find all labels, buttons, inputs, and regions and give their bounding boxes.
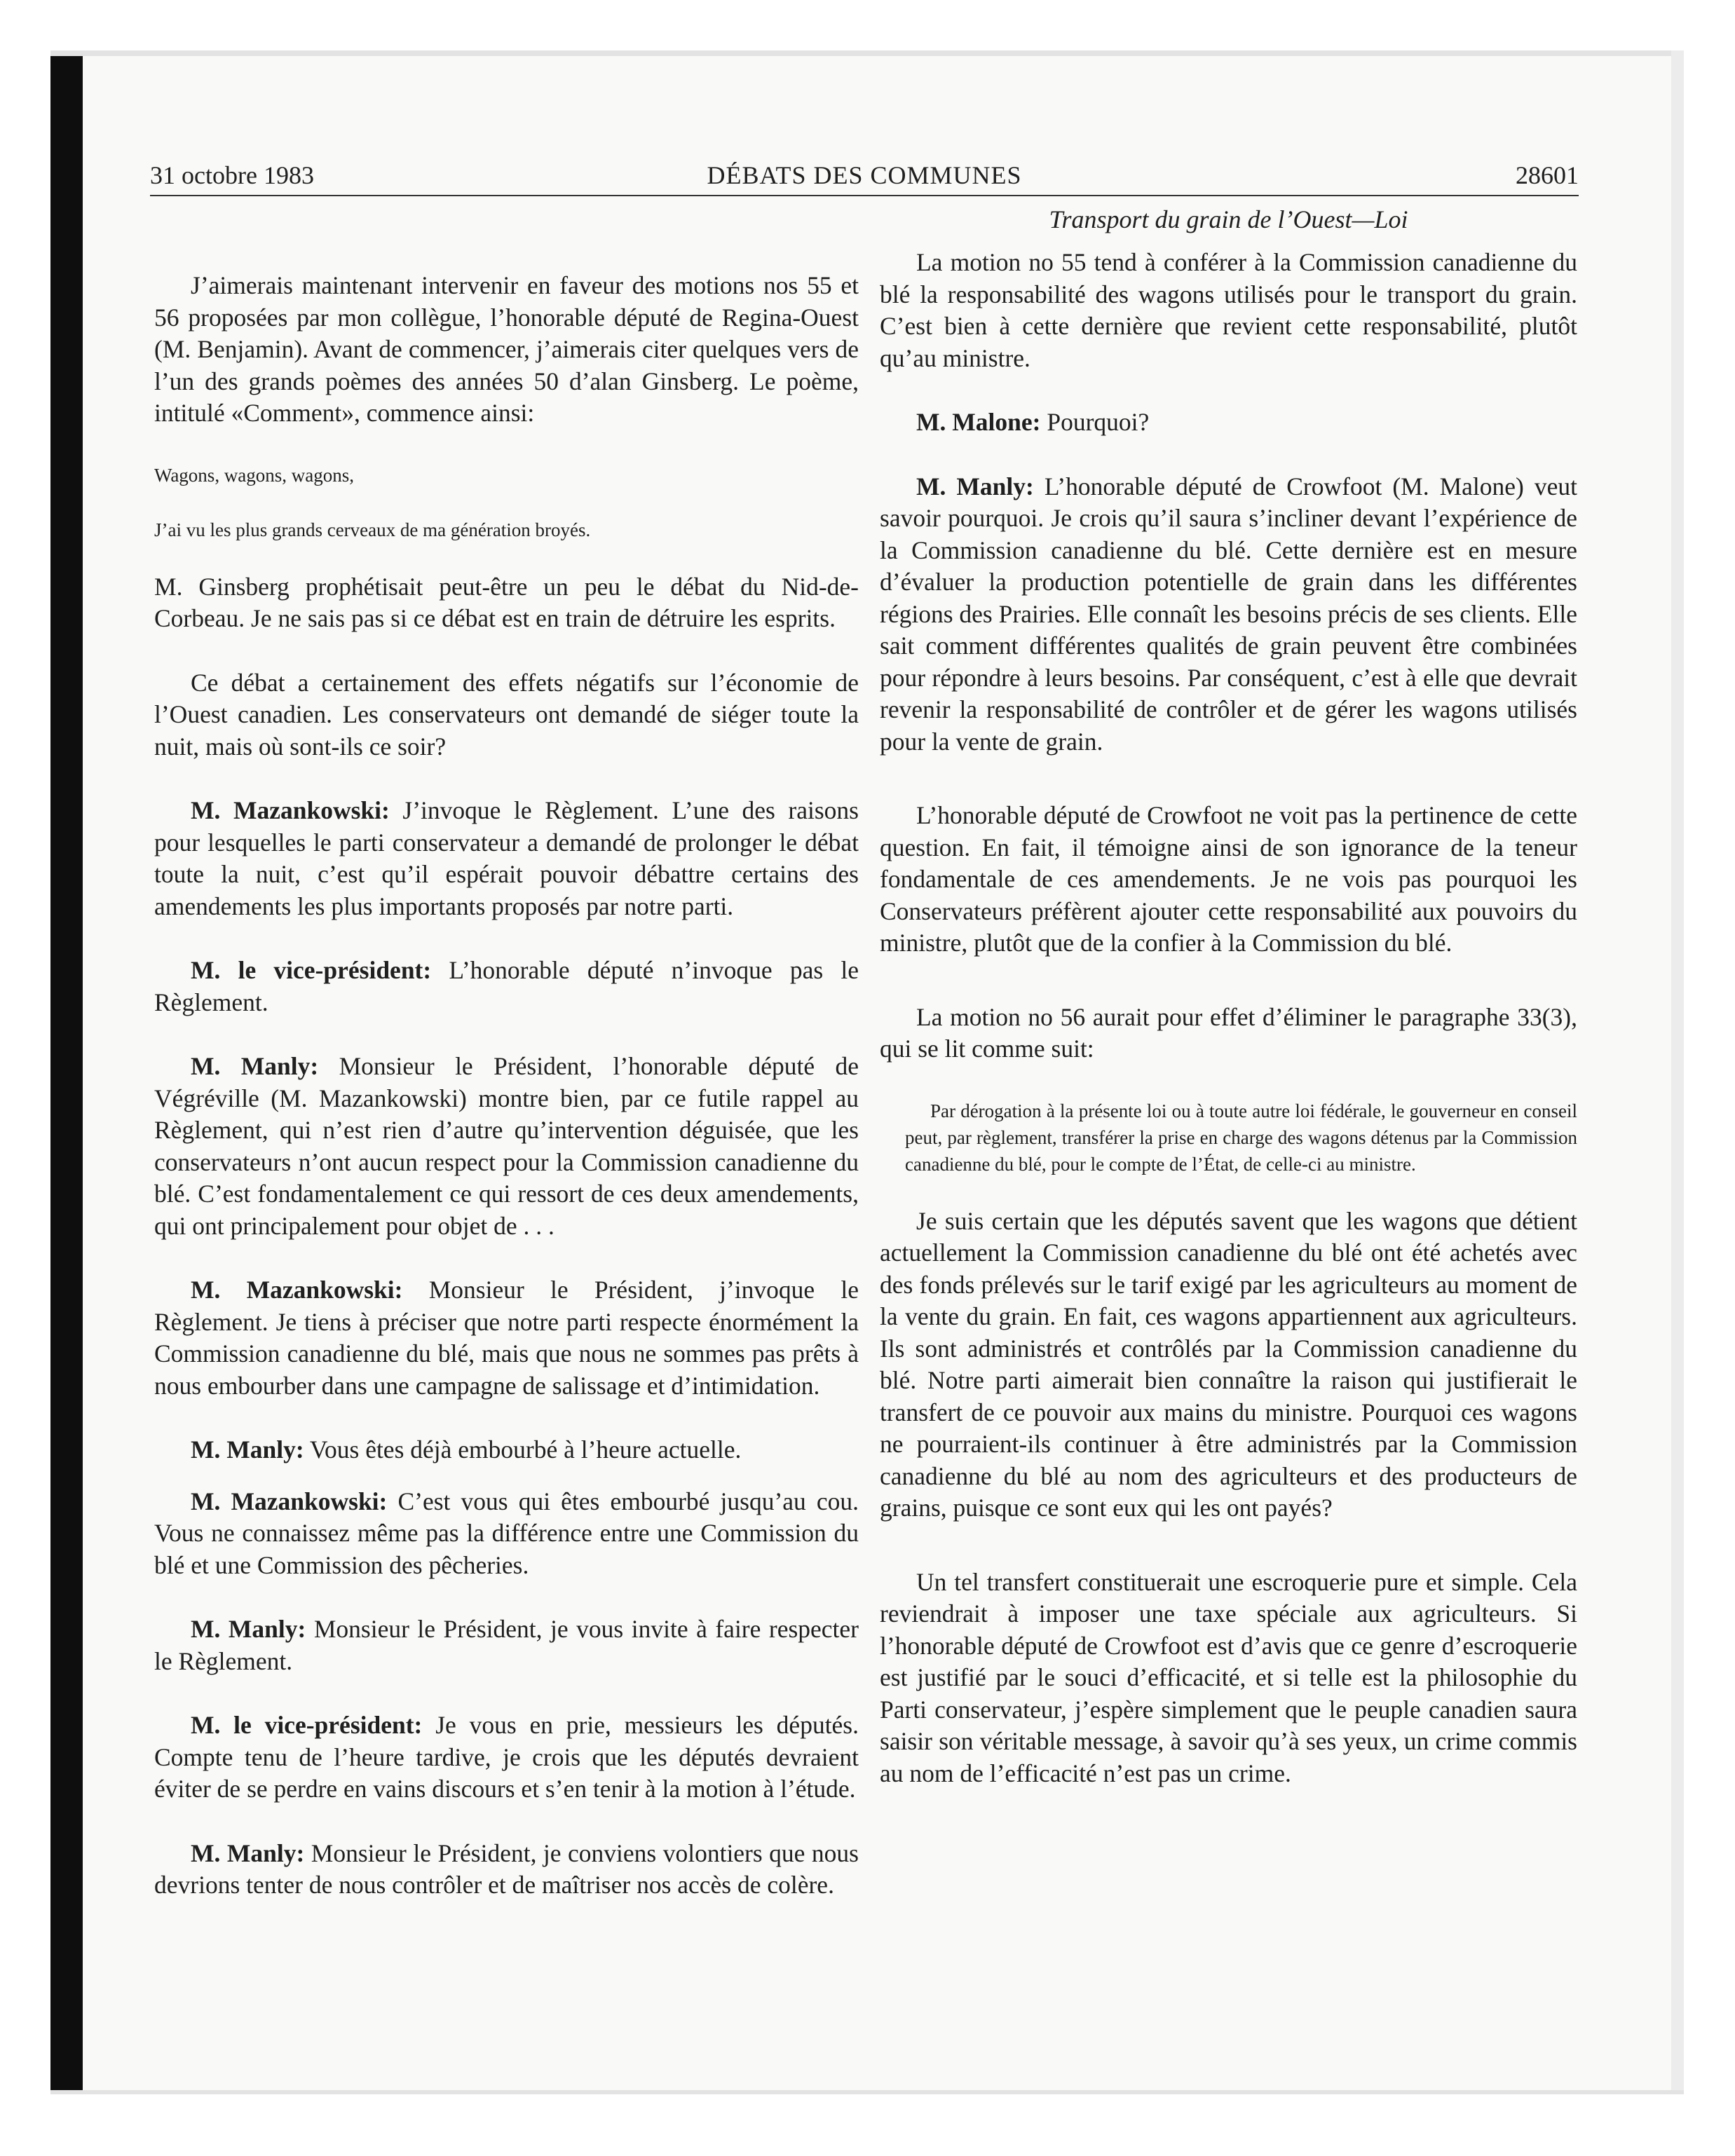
speech-text: J’invoque le Règlement. L’une des raisons pour lesquelles le parti conservateur a demandé de prolonger le débat toute la nuit, c’est qu’il espérait pouvoir débattre certains des amendements les plus importants proposés par notre parti. xyxy=(154,796,859,920)
paragraph-ginsberg: M. Ginsberg prophétisait peut-être un peu le débat du Nid-de-Corbeau. Je ne sais pas si ce débat est en train de détruire les esprits. xyxy=(154,572,859,632)
quote-text: Par dérogation à la présente loi ou à toute autre loi fédérale, le gouverneur en conseil peut, par règlement, transférer la prise en charge des wagons détenus par la Commission canadienne du blé, pour le compte de l’État, de celle-ci au ministre. xyxy=(905,1100,1577,1175)
speech-text: Monsieur le Président, je conviens volontiers que nous devrions tenter de nous contrôler et de maîtriser nos accès de colère. xyxy=(154,1838,859,1899)
header-title: DÉBATS DES COMMUNES xyxy=(707,161,1022,189)
running-header xyxy=(150,158,1579,196)
header-date: 31 octobre 1983 xyxy=(150,161,314,189)
paragraph-escroquerie: Un tel transfert constituerait une escroquerie pure et simple. Cela reviendrait à imposer une taxe spéciale aux agriculteurs. Si l’honorable député de Crowfoot est d’avis que ce genre d’escroquerie est justifié par le souci d’efficacité, et si telle est la philosophie du Parti conservateur, j’espère simplement que le peuple canadien saura saisir son véritable message, à savoir qu’à ses yeux, un crime commis au nom de l’efficacité n’est pas un crime. xyxy=(880,1567,1577,1787)
speaker-name: M. Manly: xyxy=(191,1615,306,1643)
paragraph-economie: Ce débat a certainement des effets négatifs sur l’économie de l’Ouest canadien. Les conservateurs ont demandé de siéger toute la nuit, mais où sont-ils ce soir? xyxy=(154,668,859,760)
speech-vice-president-1 xyxy=(154,955,859,1018)
left-column xyxy=(154,203,859,1934)
speech-manly-3 xyxy=(154,1613,859,1677)
speech-mazankowski-3 xyxy=(154,1486,859,1582)
paragraph-crowfoot: L’honorable député de Crowfoot ne voit pas la pertinence de cette question. En fait, il témoigne ainsi de son ignorance de la teneur fondamentale de ces amendements. Je ne vois pas pourquoi les Conservateurs préfèrent ajouter cette responsabilité aux pouvoirs du ministre, plutôt que de la confier à la Commission du blé. xyxy=(880,801,1577,957)
speaker-name: M. Malone: xyxy=(916,408,1041,436)
poem-line-2: J’ai vu les plus grands cerveaux de ma génération broyés. xyxy=(154,519,591,540)
speaker-name: M. Manly: xyxy=(191,1838,305,1867)
scan-border-top xyxy=(50,50,1684,56)
speech-malone-1 xyxy=(880,407,1577,439)
speech-manly-5 xyxy=(880,471,1577,758)
speech-manly-2 xyxy=(154,1434,859,1466)
speech-manly-1 xyxy=(154,1051,859,1242)
right-column xyxy=(880,203,1577,1822)
poem-line-1: Wagons, wagons, wagons, xyxy=(154,464,355,486)
header-page-number: 28601 xyxy=(1516,161,1579,189)
speech-vice-president-2 xyxy=(154,1710,859,1806)
speech-text: Je vous en prie, messieurs les députés. Compte tenu de l’heure tardive, je crois que les députés devraient éviter de se perdre en vains discours et s’en tenir à la motion à l’étude. xyxy=(154,1711,859,1803)
speaker-name: M. le vice-président: xyxy=(191,1711,423,1739)
speech-text: Monsieur le Président, l’honorable député de Végréville (M. Mazankowski) montre bien, par ce futile rappel au Règlement, qui n’est rien d’autre qu’intervention déguisée, que les conservateurs n’ont aucun respect pour la Commission canadienne du blé. C’est fondamentalement ce qui ressort de ces deux amendements, qui ont principalement pour objet de . . . xyxy=(154,1052,859,1240)
speaker-name: M. Manly: xyxy=(191,1435,304,1464)
speech-text: C’est vous qui êtes embourbé jusqu’au cou. Vous ne connaissez même pas la différence entre une Commission du blé et une Commission des pêcheries. xyxy=(154,1487,859,1579)
speaker-name: M. Manly: xyxy=(916,472,1034,500)
speaker-name: M. le vice-président: xyxy=(191,956,432,984)
speech-text: Pourquoi? xyxy=(1040,408,1150,436)
paragraph-intro: J’aimerais maintenant intervenir en faveur des motions nos 55 et 56 proposées par mon collègue, l’honorable député de Regina-Ouest (M. Benjamin). Avant de commencer, j’aimerais citer quelques vers de l’un des grands poèmes des années 50 d’alan Ginsberg. Le poème, intitulé «Comment», commence ainsi: xyxy=(154,271,859,427)
speaker-name: M. Mazankowski: xyxy=(191,796,390,824)
speech-text: L’honorable député de Crowfoot (M. Malone) veut savoir pourquoi. Je crois qu’il saura s’incliner devant l’expérience de la Commission canadienne du blé. Cette dernière est en mesure d’évaluer la production potentielle de grain dans les différentes régions des Prairies. Elle connaît les besoins précis de ses clients. Elle sait comment différentes qualités de grain peuvent être combinées pour répondre à leurs besoins. Par conséquent, c’est à elle que devrait revenir la responsabilité de contrôler et de gérer les wagons utilisés pour la vente de grain. xyxy=(880,472,1577,756)
speech-manly-4 xyxy=(154,1838,859,1902)
scan-border-left xyxy=(50,50,83,2094)
paragraph-wagons: Je suis certain que les députés savent que les wagons que détient actuellement la Commission canadienne du blé ont été achetés avec des fonds prélevés sur le tarif exigé par les agriculteurs au moment de la vente du grain. En fait, ces wagons appartiennent aux agriculteurs. Ils sont administrés et contrôlés par la Commission canadienne du blé. Notre parti aimerait bien connaître la raison qui justifierait le transfert de ce pouvoir aux mains du ministre. Pourquoi ces wagons ne pourraient-ils continuer à être administrés par la Commission canadienne du blé au nom des agriculteurs et des producteurs de grains, puisque ce sont eux qui les ont payés? xyxy=(880,1206,1577,1522)
scan-border-bottom xyxy=(50,2090,1684,2094)
paragraph-motion-56: La motion no 56 aurait pour effet d’éliminer le paragraphe 33(3), qui se lit comme suit: xyxy=(880,1002,1577,1063)
speech-text: Vous êtes déjà embourbé à l’heure actuelle. xyxy=(304,1435,742,1464)
speech-mazankowski-2 xyxy=(154,1274,859,1402)
paragraph-motion-55: La motion no 55 tend à conférer à la Commission canadienne du blé la responsabilité des wagons utilisés pour le transport du grain. C’est bien à cette dernière que revient cette responsabilité, plutôt qu’au ministre. xyxy=(880,248,1577,372)
quoted-subsection-33-3 xyxy=(880,1098,1577,1178)
speech-text: Monsieur le Président, je vous invite à faire respecter le Règlement. xyxy=(154,1615,859,1675)
speech-text: L’honorable député n’invoque pas le Règlement. xyxy=(154,956,859,1016)
section-title: Transport du grain de l’Ouest—Loi xyxy=(1049,205,1408,233)
speaker-name: M. Manly: xyxy=(191,1052,319,1080)
scan-border-right xyxy=(1671,50,1684,2094)
speech-mazankowski-1 xyxy=(154,795,859,922)
speaker-name: M. Mazankowski: xyxy=(191,1487,388,1515)
speech-text: Monsieur le Président, j’invoque le Règlement. Je tiens à préciser que notre parti respecte énormément la Commission canadienne du blé, mais que nous ne sommes pas prêts à nous embourber dans une campagne de salissage et d’intimidation. xyxy=(154,1276,859,1400)
speaker-name: M. Mazankowski: xyxy=(191,1276,403,1304)
